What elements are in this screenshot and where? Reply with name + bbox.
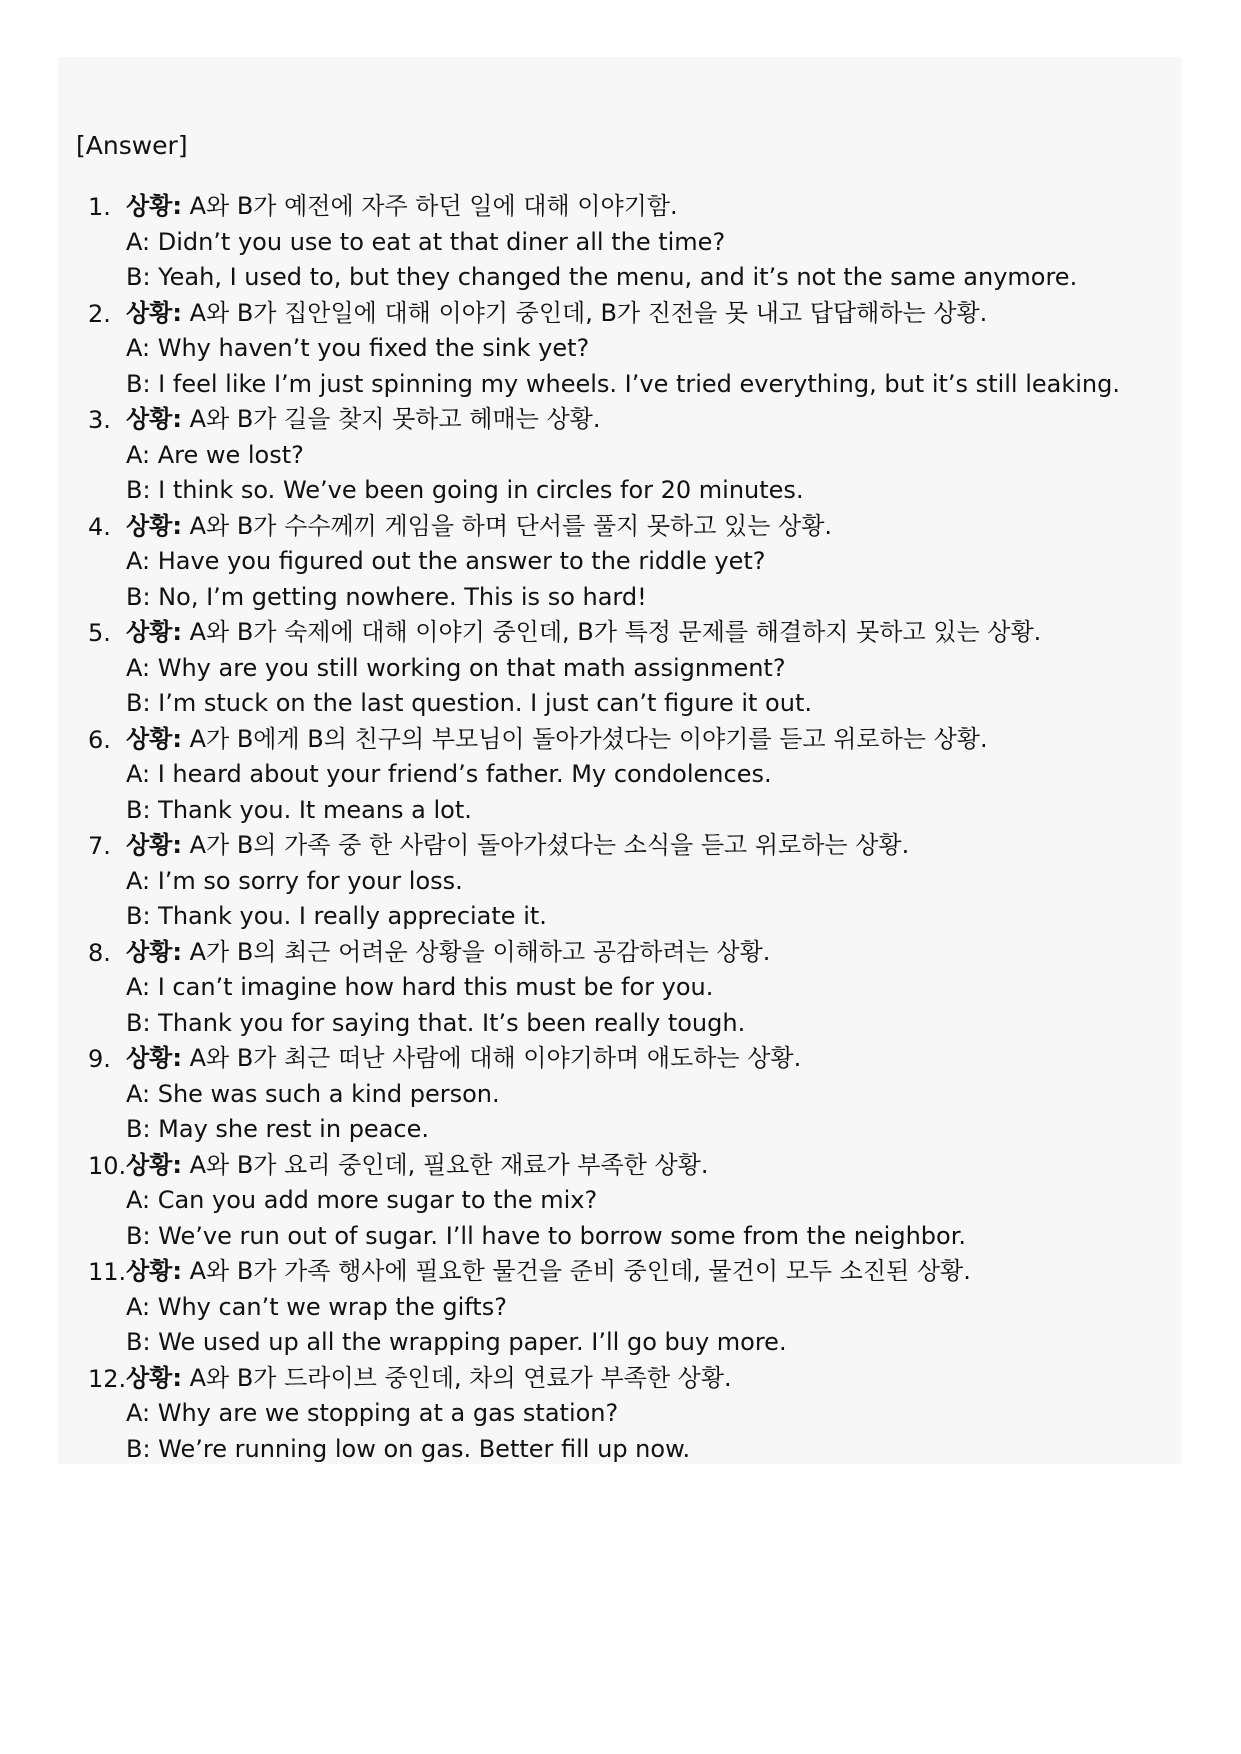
situation-line [126,509,1176,545]
speaker-b-line: B: We’ve run out of sugar. I’ll have to borrow some from the neighbor. [126,1221,966,1250]
situation-text: A와 B가 집안일에 대해 이야기 중인데, B가 진전을 못 내고 답답해하는 상황. [189,298,988,327]
answer-item [76,402,1176,509]
situation-label: 상황: [126,511,182,540]
speaker-a-line: A: Why are you still working on that math assignment? [126,653,786,682]
answer-item [76,1361,1176,1468]
situation-line [126,1041,1176,1077]
speaker-b-line: B: Yeah, I used to, but they changed the menu, and it’s not the same anymore. [126,263,1078,291]
situation-label: 상황: [126,1257,182,1285]
answer-item [76,509,1176,616]
answer-item [76,1041,1176,1148]
situation-text: A와 B가 수수께끼 게임을 하며 단서를 풀지 못하고 있는 상황. [189,511,833,540]
situation-line [126,402,1176,438]
item-number: 1. [88,193,111,221]
situation-line [126,189,1176,225]
answer-list [76,189,1176,1467]
situation-label: 상황: [126,618,182,646]
speaker-b-line: B: No, I’m getting nowhere. This is so hard! [126,582,647,611]
situation-text: A와 B가 최근 떠난 사람에 대해 이야기하며 애도하는 상황. [189,1044,802,1072]
speaker-a-line: A: I’m so sorry for your loss. [126,866,463,895]
answer-item [76,1148,1176,1255]
situation-label: 상황: [126,405,182,433]
item-number: 4. [88,512,111,541]
speaker-b-line: B: I think so. We’ve been going in circles for 20 minutes. [126,476,804,504]
speaker-a-line: A: Why can’t we wrap the gifts? [126,1292,507,1321]
situation-text: A와 B가 요리 중인데, 필요한 재료가 부족한 상황. [189,1150,709,1179]
speaker-b-line: B: I feel like I’m just spinning my wheels. I’ve tried everything, but it’s still leaking. [126,369,1120,398]
situation-line [126,296,1176,332]
situation-label: 상황: [126,831,182,859]
speaker-b-line: B: May she rest in peace. [126,1115,429,1143]
item-number: 8. [88,938,111,967]
situation-label: 상황: [126,298,182,327]
speaker-b-line: B: Thank you. I really appreciate it. [126,902,547,930]
speaker-a-line: A: Can you add more sugar to the mix? [126,1186,598,1214]
situation-text: A가 B의 가족 중 한 사람이 돌아가셨다는 소식을 듣고 위로하는 상황. [189,831,910,859]
answer-item [76,935,1176,1042]
answer-item [76,722,1176,829]
item-number: 3. [88,406,111,434]
situation-text: A와 B가 예전에 자주 하던 일에 대해 이야기함. [189,192,678,220]
speaker-b-line: B: We’re running low on gas. Better fill up now. [126,1434,691,1463]
situation-label: 상황: [126,937,182,966]
situation-text: A와 B가 길을 찾지 못하고 헤매는 상황. [189,405,601,433]
speaker-a-line: A: I can’t imagine how hard this must be for you. [126,973,714,1001]
speaker-a-line: A: Didn’t you use to eat at that diner all the time? [126,227,726,256]
answer-item [76,828,1176,935]
item-number: 7. [88,832,111,860]
speaker-a-line: A: She was such a kind person. [126,1079,500,1108]
situation-line [126,615,1176,651]
item-number: 2. [88,299,111,328]
item-number: 9. [88,1045,111,1073]
answer-item [76,615,1176,722]
speaker-b-line: B: Thank you. It means a lot. [126,795,472,824]
situation-text: A가 B에게 B의 친구의 부모님이 돌아가셨다는 이야기를 듣고 위로하는 상황. [189,724,988,753]
item-number: 12. [88,1364,127,1393]
answer-item [76,189,1176,296]
situation-label: 상황: [126,1044,182,1072]
situation-line [126,1254,1176,1290]
situation-line [126,1148,1176,1184]
speaker-a-line: A: Have you figured out the answer to the riddle yet? [126,547,766,575]
answer-item [76,296,1176,403]
speaker-b-line: B: I’m stuck on the last question. I just can’t figure it out. [126,689,812,717]
situation-line [126,1361,1176,1397]
item-number: 10. [88,1151,127,1180]
item-number: 6. [88,725,111,754]
situation-text: A와 B가 가족 행사에 필요한 물건을 준비 중인데, 물건이 모두 소진된 상황. [189,1257,971,1285]
situation-text: A가 B의 최근 어려운 상황을 이해하고 공감하려는 상황. [189,937,771,966]
situation-label: 상황: [126,192,182,220]
situation-text: A와 B가 드라이브 중인데, 차의 연료가 부족한 상황. [189,1363,732,1392]
answer-item [76,1254,1176,1361]
answer-heading: [Answer] [76,131,188,160]
situation-text: A와 B가 숙제에 대해 이야기 중인데, B가 특정 문제를 해결하지 못하고 있는 상황. [189,618,1042,646]
speaker-a-line: A: Are we lost? [126,440,304,469]
situation-label: 상황: [126,1150,182,1179]
speaker-a-line: A: Why haven’t you fixed the sink yet? [126,334,590,362]
speaker-b-line: B: Thank you for saying that. It’s been really tough. [126,1008,746,1037]
item-number: 5. [88,619,111,647]
situation-line [126,828,1176,864]
speaker-a-line: A: Why are we stopping at a gas station? [126,1399,619,1427]
situation-line [126,935,1176,971]
item-number: 11. [88,1258,127,1286]
speaker-a-line: A: I heard about your friend’s father. My condolences. [126,760,772,788]
situation-label: 상황: [126,724,182,753]
speaker-b-line: B: We used up all the wrapping paper. I’ll go buy more. [126,1328,787,1356]
situation-line [126,722,1176,758]
situation-label: 상황: [126,1363,182,1392]
